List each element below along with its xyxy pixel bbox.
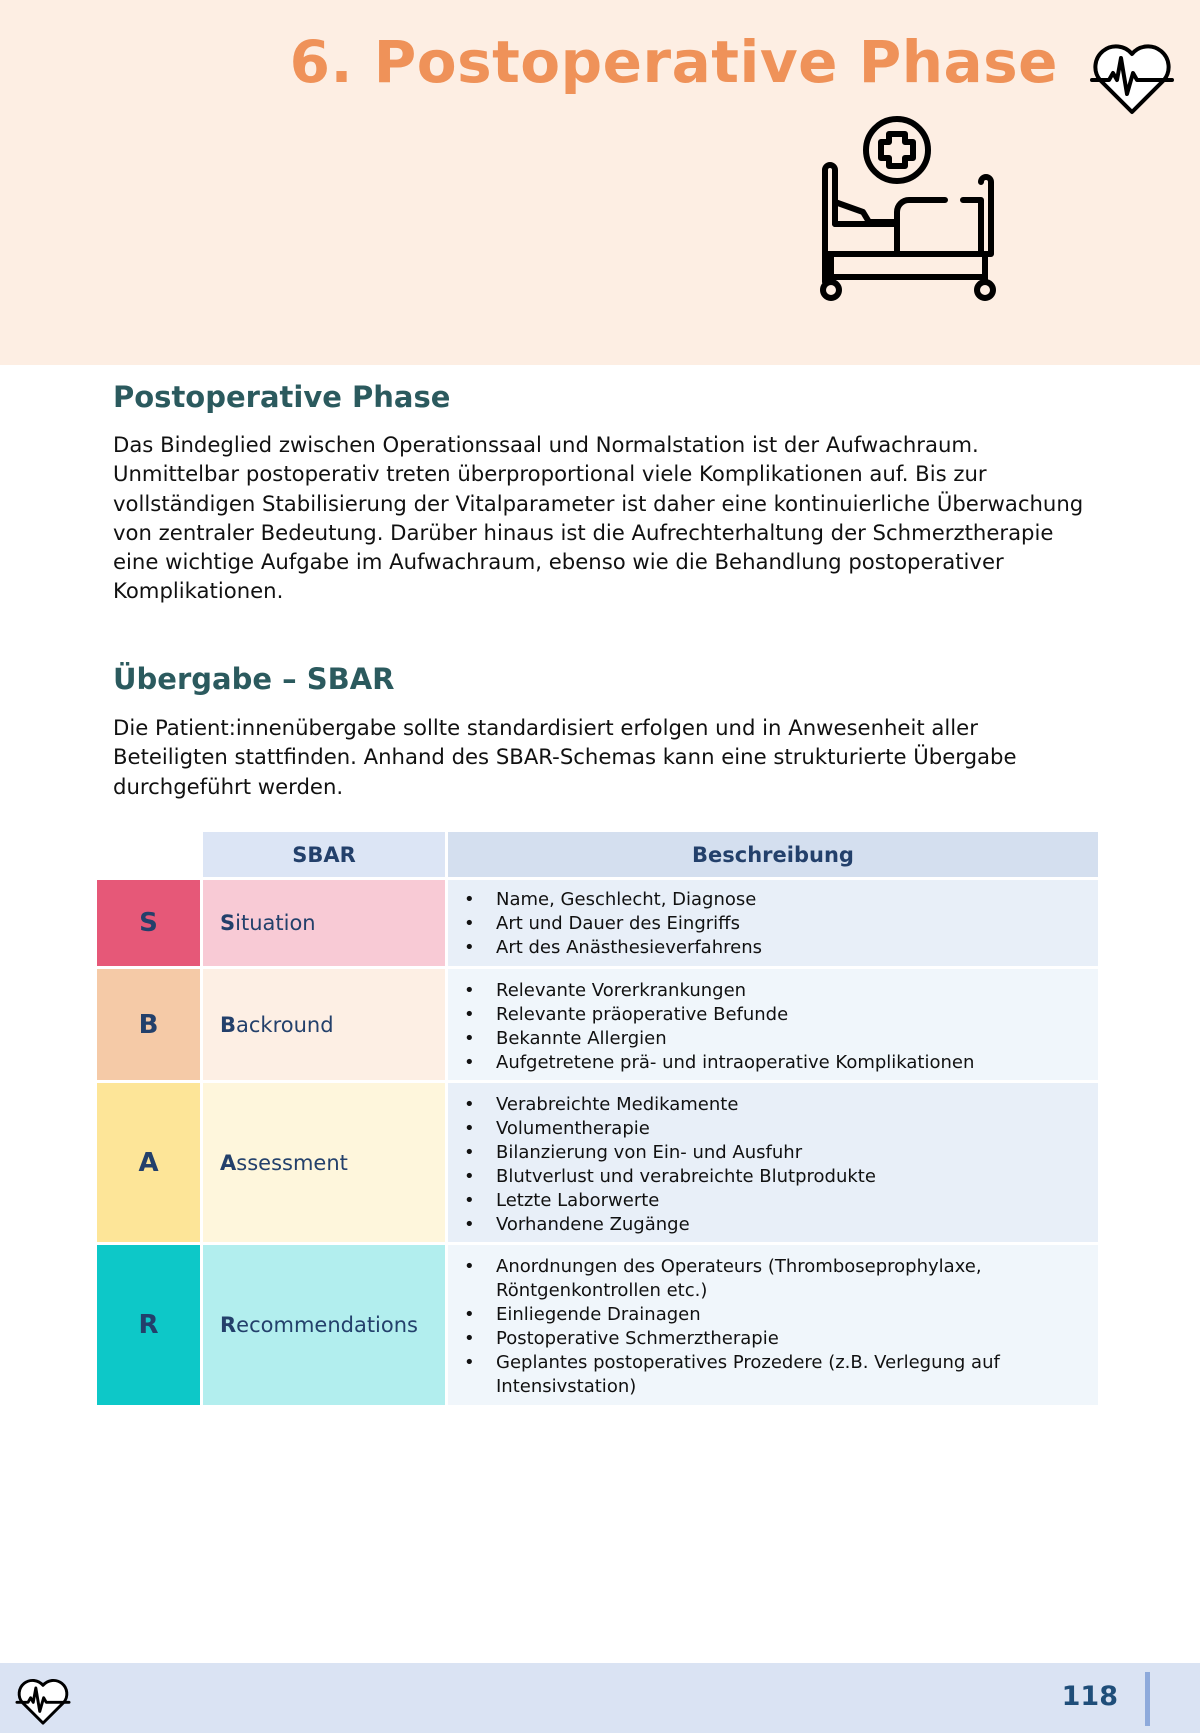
list-item: • Geplantes postoperatives Prozedere (z.B. Verlegung auf Intensivstation) [464,1351,1078,1399]
sbar-letter: A [97,1083,200,1242]
label-initial: S [220,911,236,935]
list-item: • Blutverlust und verabreichte Blutprodukte [464,1165,1078,1189]
list-item: • Letzte Laborwerte [464,1189,1078,1213]
label-initial: B [220,1012,237,1037]
chapter-header [0,0,1200,365]
table-header-sbar: SBAR [203,832,445,877]
label-rest: ackround [236,1012,334,1037]
sbar-letter: R [97,1245,200,1405]
sbar-description [448,969,1098,1080]
label-rest: ecommendations [236,1313,418,1337]
sbar-label [203,880,445,966]
label-rest: ituation [235,911,316,935]
list-item: • Einliegende Drainagen [464,1303,1078,1327]
heart-pulse-icon [15,1675,71,1727]
page-footer [0,1663,1200,1733]
table-row-situation [97,880,1098,966]
label-initial: R [220,1313,237,1337]
list-item: • Art des Anästhesieverfahrens [464,936,1078,960]
page-number-divider [1145,1672,1150,1726]
sbar-letter: S [97,880,200,966]
list-item: • Postoperative Schmerztherapie [464,1327,1078,1351]
list-item: • Art und Dauer des Eingriffs [464,912,1078,936]
sbar-label [203,969,445,1080]
list-item: • Relevante Vorerkrankungen [464,979,1078,1003]
list-item: • Relevante präoperative Befunde [464,1003,1078,1027]
page-number: 118 [1061,1681,1118,1712]
sbar-label [203,1083,445,1242]
list-item: • Aufgetretene prä- und intraoperative Komplikationen [464,1051,1078,1075]
section-title-sbar: Übergabe – SBAR [113,662,395,696]
label-rest: ssessment [236,1150,348,1175]
table-row-assessment [97,1083,1098,1242]
list-item: • Anordnungen des Operateurs (Thromboseprophylaxe, Röntgenkontrollen etc.) [464,1255,1078,1303]
list-item: • Vorhandene Zugänge [464,1213,1078,1237]
section-body-postoperative-phase: Das Bindeglied zwischen Operationssaal und Normalstation ist der Aufwachraum. Unmittelbar postoperativ treten überproportional viele Komplikationen auf. Bis zur vollständigen Stabilisierung der Vitalparameter ist daher eine kontinuierliche Überwachung von zentraler Bedeutung. Darüber hinaus ist die Aufrechterhaltung der Schmerztherapie eine wichtige Aufgabe im Aufwachraum, ebenso wie die Behandlung postoperativer Komplikationen. [113,432,1084,604]
section-body-sbar: Die Patient:innenübergabe sollte standardisiert erfolgen und in Anwesenheit aller Beteiligten stattfinden. Anhand des SBAR-Schemas kann eine strukturierte Übergabe durchgeführt werden. [113,715,1017,799]
hospital-bed-icon [805,112,1005,307]
sbar-description [448,1245,1098,1405]
list-item: • Volumentherapie [464,1117,1078,1141]
chapter-title: 6. Postoperative Phase [289,28,1058,96]
section-title-postoperative-phase: Postoperative Phase [113,380,451,414]
heart-pulse-icon [1089,40,1175,116]
table-header-beschreibung: Beschreibung [448,832,1098,877]
sbar-description [448,1083,1098,1242]
sbar-letter: B [97,969,200,1080]
list-item: • Bekannte Allergien [464,1027,1078,1051]
table-row-background [97,969,1098,1080]
list-item: • Verabreichte Medikamente [464,1093,1078,1117]
label-initial: A [220,1150,237,1175]
sbar-label [203,1245,445,1405]
list-item: • Bilanzierung von Ein- und Ausfuhr [464,1141,1078,1165]
list-item: • Name, Geschlecht, Diagnose [464,888,1078,912]
table-row-recommendations [97,1245,1098,1405]
sbar-description [448,880,1098,966]
